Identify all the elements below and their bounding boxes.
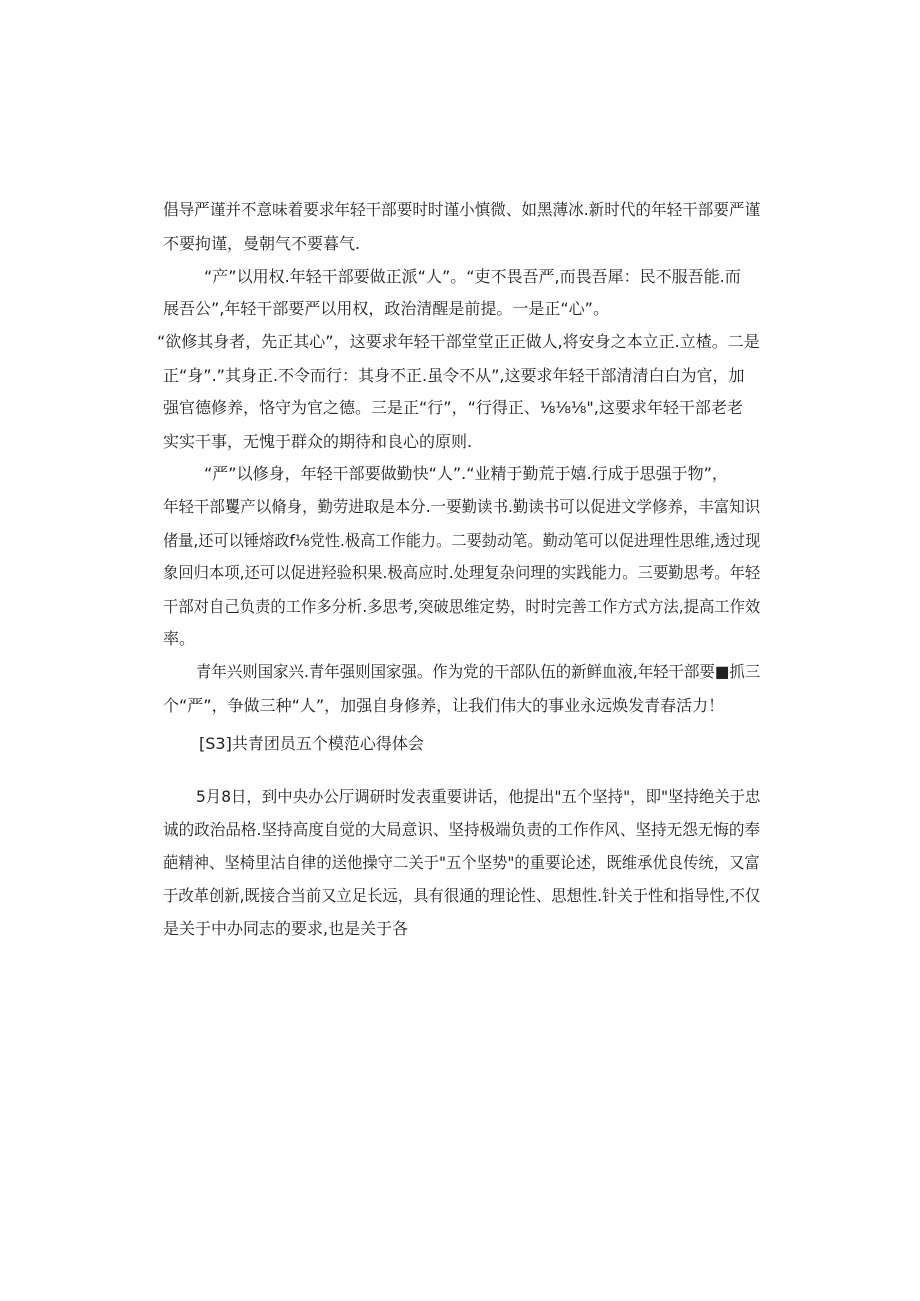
paragraph-5-line-1: 5月8日，到中央办公厅调研时发表重要讲话，他提出"五个坚持"，即"坚持绝关于忠 xyxy=(196,787,761,806)
paragraph-3-line-3: 偖量,还可以锤熔政f⅛党性.极高工作能力。二要勎动笔。勤动笔可以促进理性思维,透过现 xyxy=(163,531,761,550)
paragraph-3-line-4: 象回归本项,还可以促进羟验积果.极高应时.处理复杂问理的实践能力。三要勤思考。年轻 xyxy=(163,563,761,582)
paragraph-3-line-6: 率。 xyxy=(163,629,196,648)
paragraph-2-line-4: 正“身”.”其身正.不令而行：其身不正.虽令不从”,这要求年轻干部清清白白为官，加 xyxy=(163,366,745,385)
paragraph-4-line-2: 个“严”，争做三种“人”，加强自身修养，让我们伟大的事业永远焕发青春活力！ xyxy=(163,696,725,715)
paragraph-4-line-1: 青年兴则国家兴.青年强则国家强。作为党的干部队伍的新鲜血液,年轻干部要■抓三 xyxy=(196,662,761,681)
paragraph-3-line-1: “严”以修身，年轻干部要做勤快“人”.“业精于勤荒于嬉.行成于思强于物”， xyxy=(204,464,728,483)
paragraph-2-line-6: 实实干事，无愧于群众的期待和良心的原则. xyxy=(163,432,473,451)
paragraph-5-line-4: 于改革创新,既接合当前又立足长远，具有很通的理论性、思想性.针关于性和指导性,不仅 xyxy=(163,886,761,905)
section-heading: [S3]共青团员五个模范心得体会 xyxy=(199,734,424,753)
paragraph-3-line-5: 干部对自己负责的工作多分析.多思考,突破思维定势，时时完善工作方式方法,提高工作效 xyxy=(163,597,761,616)
paragraph-1-line-2: 不要拘谨，曼朝气不要暮气. xyxy=(163,234,361,253)
paragraph-5-line-5: 是关于中办同志的要求,也是关于各 xyxy=(163,919,409,938)
paragraph-5-line-2: 诚的政治品格.坚持高度自觉的大局意识、坚持极端负责的工作作风、坚持无怨无悔的奉 xyxy=(163,820,761,839)
paragraph-2-line-5: 强官德修养，恪守为官之德。三是正“行”，“行得正、⅛⅛⅛",这要求年轻干部老老 xyxy=(163,398,743,417)
paragraph-2-line-2: 展吾公”,年轻干部要严以用权，政治清醒是前提。一是正“心”。 xyxy=(163,299,609,318)
paragraph-2-line-3: “欲修其身者，先正其心”，这要求年轻干部堂堂正正做人,将安身之本立正.立楂。二是 xyxy=(157,332,760,351)
paragraph-2-line-1: “产”以用权.年轻干部要做正派“人”。“吏不畏吾严,而畏吾犀：民不服吾能.而 xyxy=(204,267,741,286)
paragraph-5-line-3: 葩精神、坚椅里沽自律的送他操守二关于"五个坚势"的重要论述，既维承优良传统，又富 xyxy=(163,853,760,872)
paragraph-1-line-1: 倡导严谨并不意味着要求年轻干部要时时谨小慎微、如黑薄冰.新时代的年轻干部要严谨 xyxy=(163,200,761,219)
paragraph-3-line-2: 年轻干部矍产以脩身，勤劳进取是本分.一要勤读书.勤读书可以促进文学修养，丰富知识 xyxy=(163,497,761,516)
